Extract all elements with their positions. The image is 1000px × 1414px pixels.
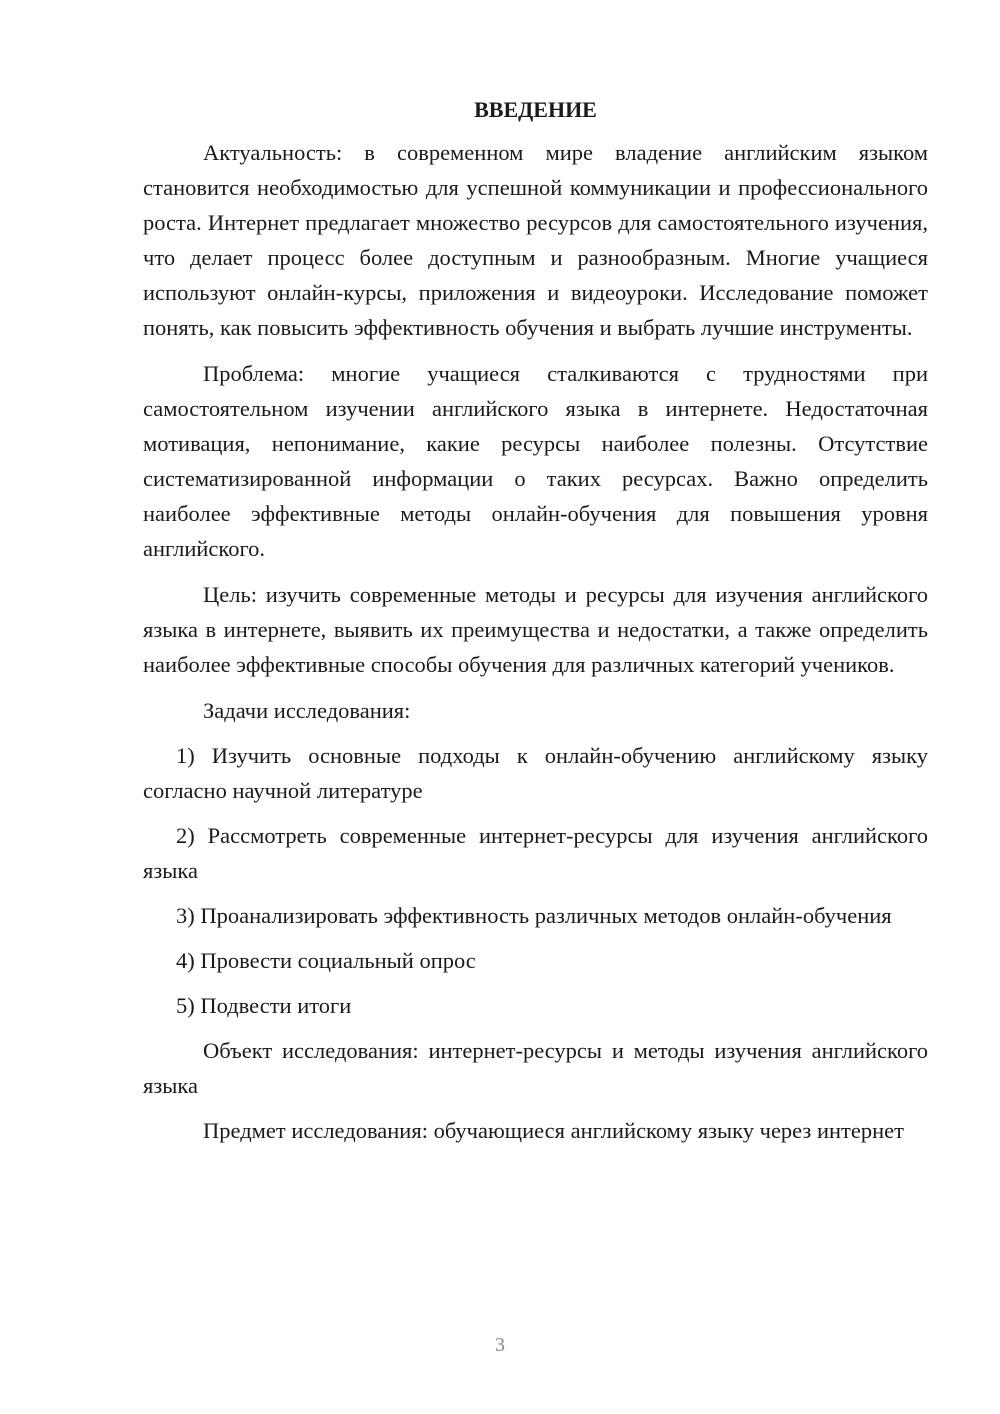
tasks-heading: Задачи исследования: — [203, 698, 411, 723]
list-item: 2) Рассмотреть современные интернет-ресурсы для изучения английского языка — [143, 823, 928, 883]
paragraph-problem: Проблема: многие учащиеся сталкиваются с трудностями при самостоятельном изучении английского языка в интернете. Недостаточная мотивация, непонимание, какие ресурсы наиболее полезны. Отсутствие систематизированной информации о таких ресурсах. Важно определить наиболее эффективные методы онлайн-обучения для повышения уровня английского. — [143, 361, 928, 561]
list-item: 5) Подвести итоги — [176, 993, 352, 1018]
section-title: ВВЕДЕНИЕ — [474, 97, 597, 122]
page-content — [143, 92, 928, 1148]
paragraph-goal: Цель: изучить современные методы и ресурсы для изучения английского языка в интернете, выявить их преимущества и недостатки, а также определить наиболее эффективные способы обучения для различных категорий учеников. — [143, 582, 928, 677]
paragraph-subject: Предмет исследования: обучающиеся английскому языку через интернет — [203, 1118, 904, 1143]
paragraph-object: Объект исследования: интернет-ресурсы и методы изучения английского языка — [143, 1038, 928, 1098]
paragraph-relevance: Актуальность: в современном мире владение английским языком становится необходимостью для успешной коммуникации и профессионального роста. Интернет предлагает множество ресурсов для самостоятельного изучения, что делает процесс более доступным и разнообразным. Многие учащиеся используют онлайн-курсы, приложения и видеоуроки. Исследование поможет понять, как повысить эффективность обучения и выбрать лучшие инструменты. — [143, 140, 928, 340]
list-item: 3) Проанализировать эффективность различных методов онлайн-обучения — [176, 903, 892, 928]
list-item: 4) Провести социальный опрос — [176, 948, 476, 973]
list-item: 1) Изучить основные подходы к онлайн-обучению английскому языку согласно научной литературе — [143, 743, 928, 803]
page-number: 3 — [495, 1334, 505, 1356]
